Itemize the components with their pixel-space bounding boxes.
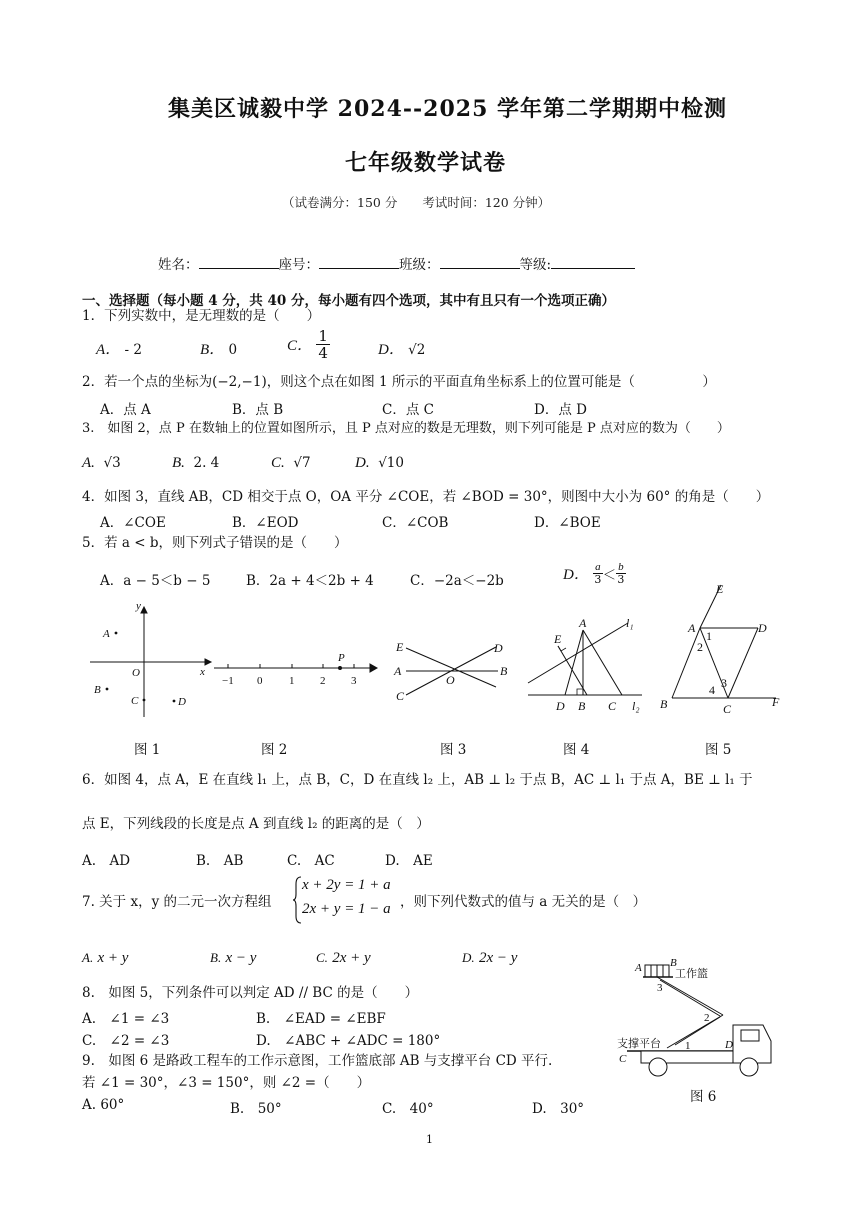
fig5-e: E [716,582,724,596]
fig4-d: D [556,699,565,713]
q4-option-c: C．∠COB [382,515,449,531]
q2-option-d: D．点 D [534,402,587,418]
q8-option-a: A. ∠1 = ∠3 [82,1011,170,1027]
q1-option-b: B． 0 [200,342,238,358]
exam-subtitle: 七年级数学试卷 [345,150,507,176]
fig1-o: O [132,667,140,679]
q7-option-b: B. x − y [210,950,257,966]
fig1-d: D [178,696,186,708]
fig4-b: B [578,699,586,713]
fig2-tick-neg1: −1 [222,675,234,687]
fig1-caption: 图 1 [134,742,161,758]
seat-label: 座号： [278,257,319,273]
fig5-a: A [688,621,696,635]
q6-option-c: C. AC [287,853,335,869]
fig3-a: A [394,664,402,678]
figure-4 [528,616,642,713]
name-blank[interactable] [199,256,279,269]
fig6-a: A [635,962,642,974]
q6-option-d: D. AE [385,853,433,869]
figures-row [80,582,800,735]
class-label: 班级： [399,257,440,273]
fig6-2: 2 [704,1012,710,1024]
fig5-f: F [772,695,780,709]
q1-option-c: C． $\frac{1}{4}$ [287,327,328,362]
q5-option-d: D． $\frac{a}{3}$ ＜ $\frac{b}{3}$ [563,561,625,586]
q3-stem: 3. 如图 2，点 P 在数轴上的位置如图所示，且 P 点对应的数是无理数，则下列可能是 P 点对应的数为（ ） [82,421,730,436]
q7-option-c: C. 2x + y [316,950,371,966]
q8-option-c: C. ∠2 = ∠3 [82,1033,170,1049]
fig5-caption: 图 5 [705,742,732,758]
q7-brace [292,876,302,924]
page-number: 1 [426,1133,433,1146]
q6-line1: 6．如图 4，点 A，E 在直线 l₁ 上，点 B，C，D 在直线 l₂ 上，AB ⊥ l₂ 于点 B，AC ⊥ l₁ 于点 A，BE ⊥ l₁ 于 [82,772,753,788]
fig1-b: B [94,684,101,696]
fig1-y: y [136,600,141,612]
figure-3 [393,640,508,703]
fig5-3: 3 [721,676,727,690]
q9-option-a: A. 60° [82,1097,125,1113]
exam-title: 集美区诚毅中学 2024--2025 学年第二学期期中检测 [168,96,728,122]
fig4-a: A [579,616,587,630]
fig3-c: C [396,689,405,703]
q3-option-d: D. √10 [355,455,404,471]
q9-line1: 9. 如图 6 是路政工程车的工作示意图，工作篮底部 AB 与支撑平台 CD 平行. [82,1053,553,1069]
figure-5 [660,582,780,716]
q4-stem: 4．如图 3，直线 AB，CD 相交于点 O，OA 平分 ∠COE，若 ∠BOD = 30°，则图中大小为 60° 的角是（ ） [82,489,770,505]
fig6-d: D [725,1039,733,1051]
q3-option-a: A. √3 [82,455,121,471]
fig2-caption: 图 2 [261,742,288,758]
fig4-caption: 图 4 [563,742,590,758]
q1-option-a: A． - 2 [96,342,142,358]
grade-blank[interactable] [551,256,635,269]
fig5-1: 1 [706,629,712,643]
q2-option-b: B．点 B [232,402,284,418]
class-blank[interactable] [440,256,520,269]
fig2-tick-3: 3 [351,675,357,687]
fig5-b: B [660,697,668,711]
q7-stem-before: 7. 关于 x，y 的二元一次方程组 [82,894,272,910]
q3-option-c: C. √7 [271,455,311,471]
fig3-b: B [500,664,508,678]
fig3-d: D [494,641,503,655]
student-fields [158,256,635,274]
fig2-tick-2: 2 [320,675,326,687]
fig1-c: C [131,695,139,707]
q1-stem: 1．下列实数中，是无理数的是（ ） [82,308,321,324]
q6-line2: 点 E，下列线段的长度是点 A 到直线 l₂ 的距离的是（ ） [82,816,430,832]
q3-option-b: B. 2. 4 [172,455,220,471]
fig4-c: C [608,699,617,713]
exam-info: （试卷满分：150 分 考试时间：120 分钟） [282,195,551,210]
q1-option-d: D． √2 [378,342,426,358]
q9-line2: 若 ∠1 = 30°，∠3 = 150°，则 ∠2 =（ ） [82,1075,371,1091]
fig6-caption: 图 6 [690,1089,717,1105]
fig2-tick-1: 1 [289,675,295,687]
q7-eq2: 2x + y = 1 − a [302,901,391,917]
q7-option-d: D. 2x − y [462,950,518,966]
fig1-x: x [200,666,205,678]
q5-option-c: C．−2a＜−2b [410,573,504,589]
fig5-c: C [723,702,732,716]
q9-option-d: D. 30° [532,1101,585,1117]
fig1-a: A [103,628,110,640]
fig2-tick-0: 0 [257,675,263,687]
fig3-caption: 图 3 [440,742,467,758]
q4-option-a: A．∠COE [100,515,166,531]
q4-option-b: B．∠EOD [232,515,299,531]
fig6-3: 3 [657,982,663,994]
fig5-4: 4 [709,683,715,697]
figure-6 [615,955,780,1085]
q6-option-a: A. AD [82,853,131,869]
q5-option-a: A．a − 5＜b − 5 [100,573,211,589]
q2-option-c: C．点 C [382,402,434,418]
fig5-2: 2 [697,640,703,654]
q5-d-den-right: 3 [617,573,625,586]
fig6-basket-label: 工作篮 [675,968,708,980]
q8-option-b: B. ∠EAD = ∠EBF [256,1011,386,1027]
q2-option-a: A．点 A [100,402,151,418]
q7-option-a: A. x + y [82,950,129,966]
grade-label: 等级: [519,257,552,273]
q8-option-d: D. ∠ABC + ∠ADC = 180° [256,1033,441,1049]
fig5-d: D [758,621,767,635]
q9-option-b: B. 50° [230,1101,282,1117]
fig6-c: C [619,1053,627,1065]
q5-option-b: B．2a + 4＜2b + 4 [246,573,374,589]
q7-stem-after: ，则下列代数式的值与 a 无关的是（ ） [400,894,647,910]
q9-option-c: C. 40° [382,1101,434,1117]
fig6-platform-label: 支撑平台 [617,1038,661,1050]
q5-stem: 5．若 a < b，则下列式子错误的是（ ） [82,535,348,551]
q7-eq1: x + 2y = 1 + a [302,877,391,893]
fig4-l2: l₂ [632,699,640,713]
section-heading: 一、选择题（每小题 4 分，共 40 分，每小题有四个选项，其中有且只有一个选项正确） [82,293,615,309]
seat-blank[interactable] [319,256,399,269]
fig3-e: E [396,640,404,654]
fig6-b: B [670,957,677,969]
fig4-e: E [554,632,562,646]
q4-option-d: D．∠BOE [534,515,601,531]
figure-1 [90,600,211,717]
fig2-p-label: P [338,652,345,664]
figure-2 [214,652,377,687]
q6-option-b: B. AB [196,853,244,869]
q8-stem: 8. 如图 5，下列条件可以判定 AD // BC 的是（ ） [82,985,419,1001]
q2-stem: 2．若一个点的坐标为(−2,−1)，则这个点在如图 1 所示的平面直角坐标系上的位置可能是（ ） [82,374,716,390]
fig4-l1: l₁ [626,616,634,630]
fig2-point-p [338,666,342,670]
fig6-1: 1 [685,1040,691,1052]
fig3-o: O [446,673,455,687]
name-label: 姓名： [158,257,199,273]
